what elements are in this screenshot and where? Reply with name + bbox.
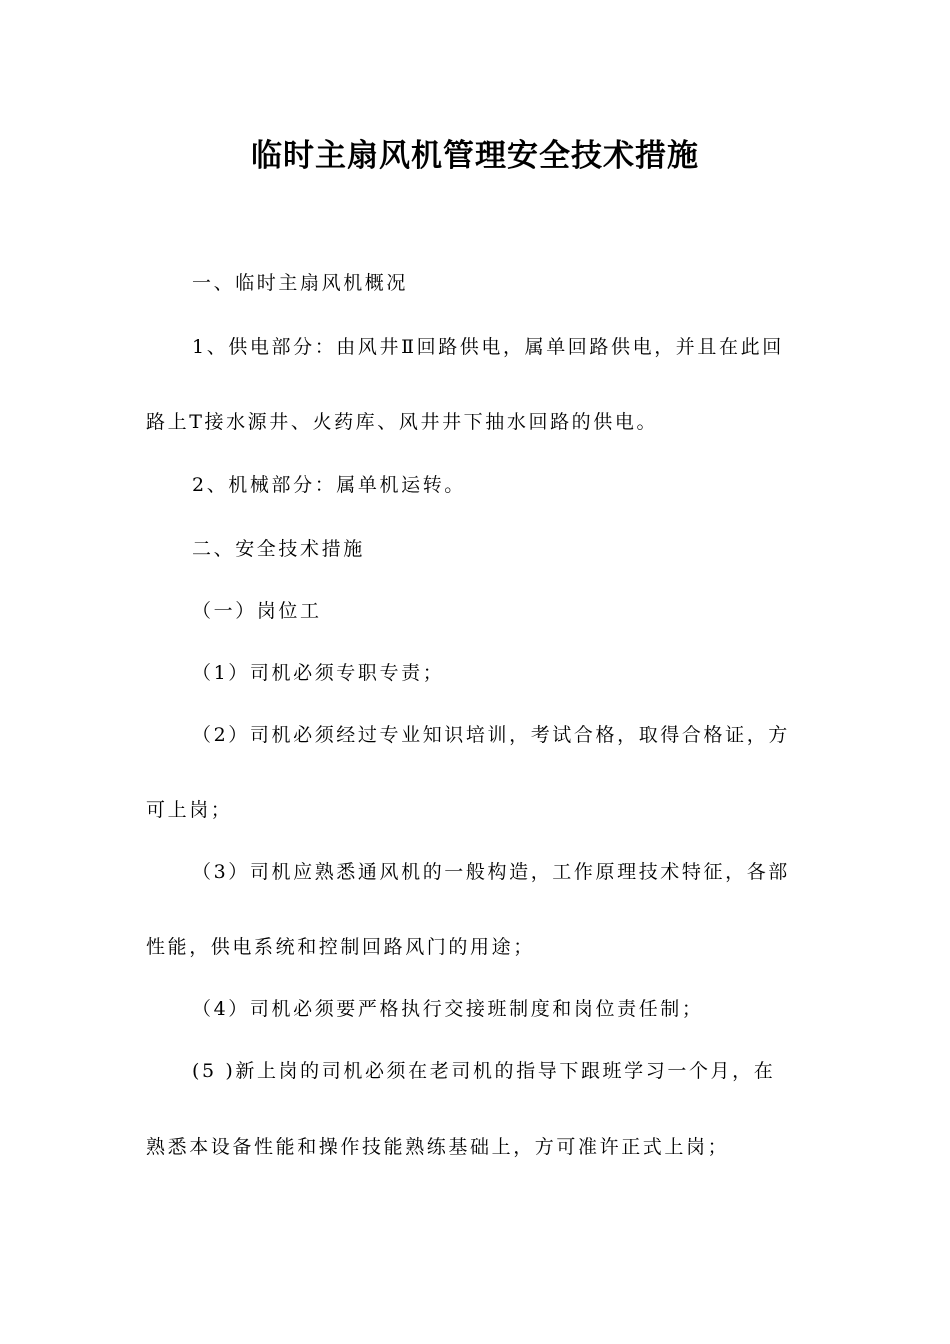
list-item-2: （2）司机必须经过专业知识培训，考试合格，取得合格证，方 <box>192 724 790 746</box>
list-item-4: （4）司机必须要严格执行交接班制度和岗位责任制； <box>192 998 704 1020</box>
list-item-3-cont: 性能，供电系统和控制回路风门的用途； <box>146 936 535 958</box>
section-heading-overview: 一、临时主扇风机概况 <box>192 272 409 294</box>
list-item-2-cont: 可上岗； <box>146 799 233 821</box>
section-heading-safety: 二、安全技术措施 <box>192 538 365 560</box>
list-item-5: (5 )新上岗的司机必须在老司机的指导下跟班学习一个月，在 <box>192 1060 776 1082</box>
paragraph-power-supply-cont: 路上T接水源井、火药库、风井井下抽水回路的供电。 <box>146 411 659 433</box>
list-item-5-cont: 熟悉本设备性能和操作技能熟练基础上，方可准许正式上岗； <box>146 1136 730 1158</box>
paragraph-mechanical: 2、机械部分：属单机运转。 <box>192 474 466 496</box>
subsection-heading-post-worker: （一）岗位工 <box>192 600 322 622</box>
document-title: 临时主扇风机管理安全技术措施 <box>251 138 699 174</box>
paragraph-power-supply: 1、供电部分：由风井Ⅱ回路供电，属单回路供电，并且在此回 <box>192 336 784 358</box>
list-item-1: （1）司机必须专职专责； <box>192 662 445 684</box>
list-item-3: （3）司机应熟悉通风机的一般构造，工作原理技术特征，各部 <box>192 861 790 883</box>
